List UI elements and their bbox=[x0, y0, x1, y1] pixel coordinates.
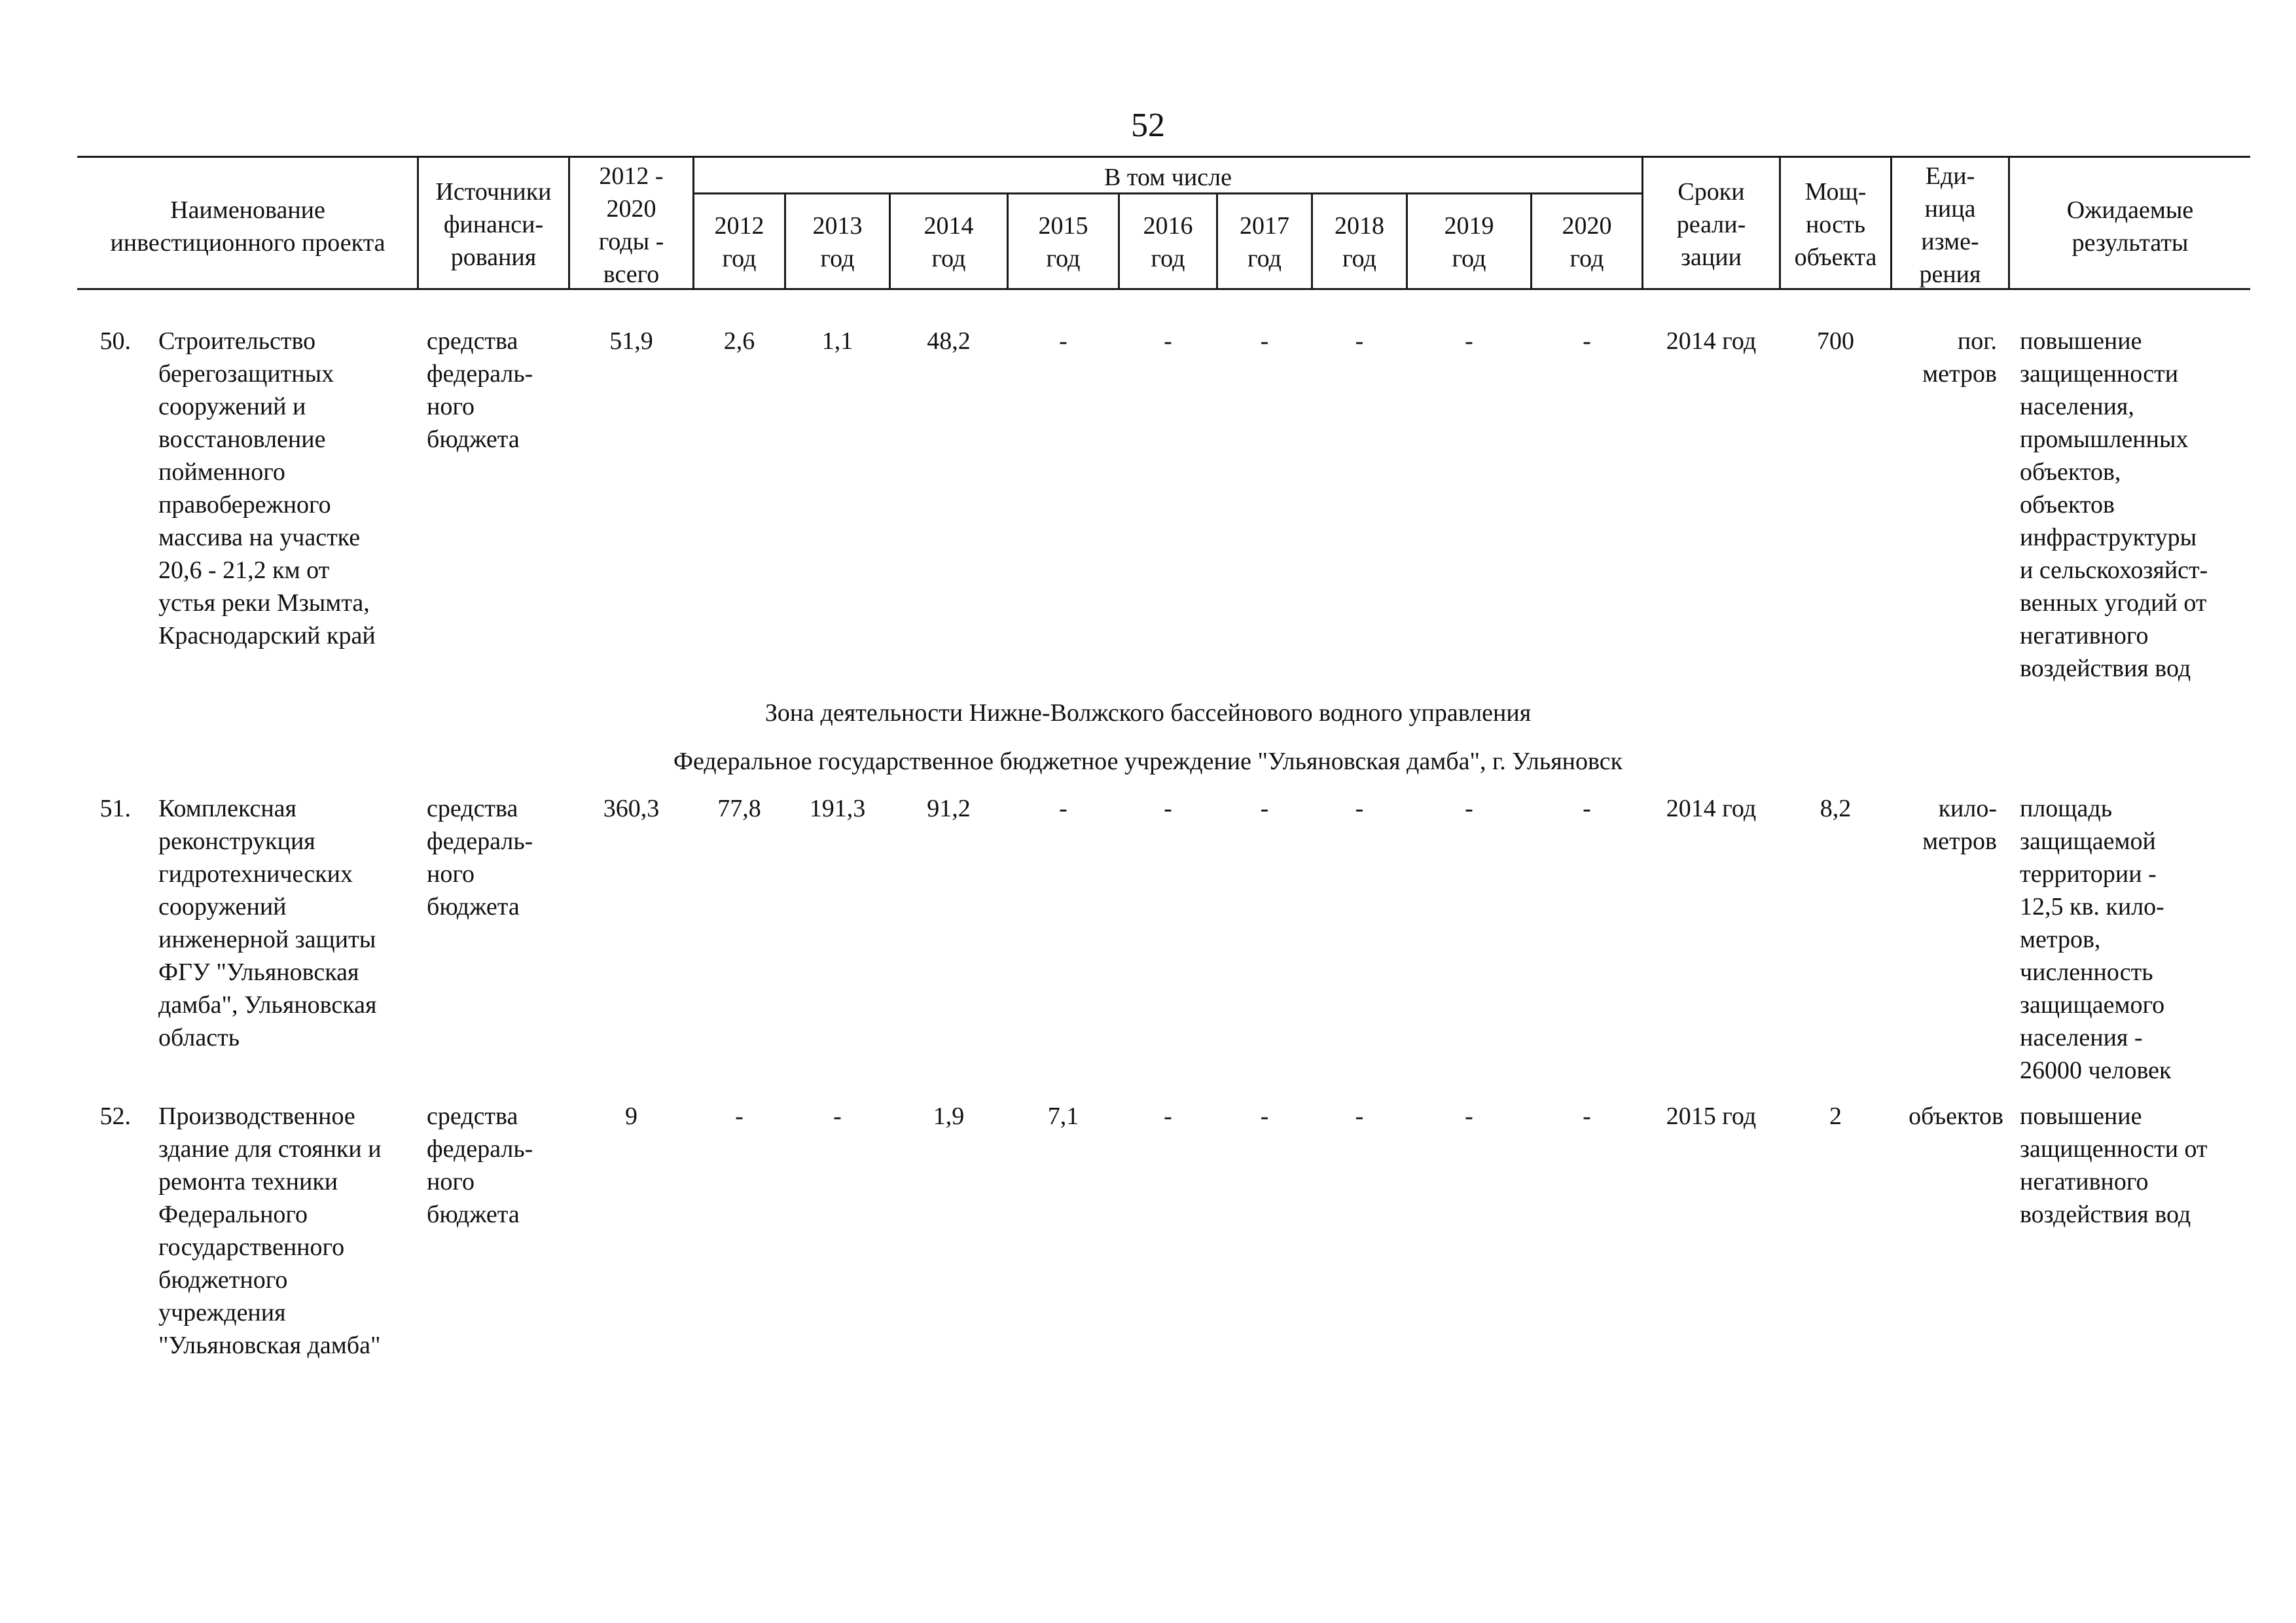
year-2017-value: - bbox=[1260, 795, 1269, 822]
header-year-2019: 2019 год bbox=[1444, 212, 1494, 272]
capacity-value: 2 bbox=[1829, 1103, 1842, 1130]
year-2017-value: - bbox=[1260, 1103, 1269, 1130]
header-year-2013: 2013 год bbox=[812, 212, 863, 272]
project-name: Комплексная реконструкция гидротехнических сооружений инженерной защиты ФГУ "Ульяновская дамба", Ульяновская область bbox=[158, 795, 377, 1051]
funding-source: средства федераль- ного бюджета bbox=[427, 327, 533, 453]
zone-heading: Зона деятельности Нижне-Волжского бассейнового водного управления bbox=[764, 699, 1532, 727]
header-year-2016: 2016 год bbox=[1143, 212, 1193, 272]
year-2018-value: - bbox=[1355, 1103, 1364, 1130]
capacity-value: 700 bbox=[1817, 327, 1854, 355]
header-unit: Еди- ница изме- рения bbox=[1919, 162, 1981, 288]
year-2012-value: - bbox=[735, 1103, 744, 1130]
funding-source: средства федераль- ного бюджета bbox=[427, 1103, 533, 1228]
expected-results: повышение защищенности населения, промышленных объектов, объектов инфраструктуры и сельскохозяйст- венных угодий от негативного воздействия вод bbox=[2020, 327, 2208, 682]
year-2013-value: 1,1 bbox=[821, 327, 853, 355]
year-2017-value: - bbox=[1260, 327, 1269, 355]
year-2015-value: - bbox=[1059, 795, 1067, 822]
unit-value: объектов bbox=[1909, 1103, 2003, 1130]
year-2019-value: - bbox=[1465, 327, 1473, 355]
year-2016-value: - bbox=[1164, 795, 1172, 822]
header-capacity: Мощ- ность объекта bbox=[1794, 178, 1877, 271]
page-number: 52 bbox=[1131, 107, 1165, 144]
year-2019-value: - bbox=[1465, 1103, 1473, 1130]
header-including: В том числе bbox=[1104, 164, 1232, 191]
total-value: 9 bbox=[625, 1103, 637, 1130]
funding-source: средства федераль- ного бюджета bbox=[427, 795, 533, 921]
implementation-term: 2014 год bbox=[1666, 795, 1757, 822]
year-2016-value: - bbox=[1164, 327, 1172, 355]
header-total: 2012 - 2020 годы - всего bbox=[598, 162, 664, 288]
capacity-value: 8,2 bbox=[1820, 795, 1852, 822]
header-year-2014: 2014 год bbox=[924, 212, 974, 272]
year-2015-value: 7,1 bbox=[1047, 1103, 1079, 1130]
header-results: Ожидаемые результаты bbox=[2066, 196, 2194, 257]
year-2013-value: 191,3 bbox=[809, 795, 866, 822]
header-year-2012: 2012 год bbox=[714, 212, 764, 272]
implementation-term: 2015 год bbox=[1666, 1103, 1757, 1130]
year-2014-value: 48,2 bbox=[927, 327, 971, 355]
header-year-2020: 2020 год bbox=[1562, 212, 1612, 272]
row-number: 51. bbox=[99, 795, 131, 822]
year-2014-value: 91,2 bbox=[927, 795, 971, 822]
year-2020-value: - bbox=[1583, 795, 1591, 822]
project-name: Строительство берегозащитных сооружений и восстановление пойменного правобережного массива на участке 20,6 - 21,2 км от устья реки Мзымта, Краснодарский край bbox=[158, 327, 376, 649]
header-year-2018: 2018 год bbox=[1335, 212, 1384, 272]
year-2012-value: 2,6 bbox=[723, 327, 755, 355]
year-2018-value: - bbox=[1355, 795, 1364, 822]
header-year-2015: 2015 год bbox=[1038, 212, 1088, 272]
row-number: 52. bbox=[99, 1103, 131, 1130]
unit-value: кило- метров bbox=[1922, 795, 1997, 855]
year-2019-value: - bbox=[1465, 795, 1473, 822]
year-2016-value: - bbox=[1164, 1103, 1172, 1130]
institution-heading: Федеральное государственное бюджетное учреждение "Ульяновская дамба", г. Ульяновск bbox=[673, 748, 1623, 775]
header-year-2017: 2017 год bbox=[1240, 212, 1289, 272]
total-value: 360,3 bbox=[603, 795, 660, 822]
expected-results: повышение защищенности от негативного воздействия вод bbox=[2020, 1103, 2208, 1228]
expected-results: площадь защищаемой территории - 12,5 кв. кило- метров, численность защищаемого населения - 26000 человек bbox=[2020, 795, 2172, 1084]
implementation-term: 2014 год bbox=[1666, 327, 1757, 355]
unit-value: пог. метров bbox=[1922, 327, 1997, 388]
header-sources: Источники финанси- рования bbox=[435, 178, 552, 271]
year-2012-value: 77,8 bbox=[717, 795, 761, 822]
project-name: Производственное здание для стоянки и ремонта техники Федерального государственного бюджетного учреждения "Ульяновская дамба" bbox=[158, 1103, 382, 1359]
year-2014-value: 1,9 bbox=[933, 1103, 965, 1130]
table-top-rule bbox=[77, 156, 2250, 158]
total-value: 51,9 bbox=[609, 327, 653, 355]
year-2020-value: - bbox=[1583, 327, 1591, 355]
year-2020-value: - bbox=[1583, 1103, 1591, 1130]
header-terms: Сроки реали- зации bbox=[1676, 178, 1746, 271]
header-name: Наименование инвестиционного проекта bbox=[110, 196, 386, 257]
year-2013-value: - bbox=[833, 1103, 842, 1130]
year-2015-value: - bbox=[1059, 327, 1067, 355]
row-number: 50. bbox=[99, 327, 131, 355]
year-2018-value: - bbox=[1355, 327, 1364, 355]
